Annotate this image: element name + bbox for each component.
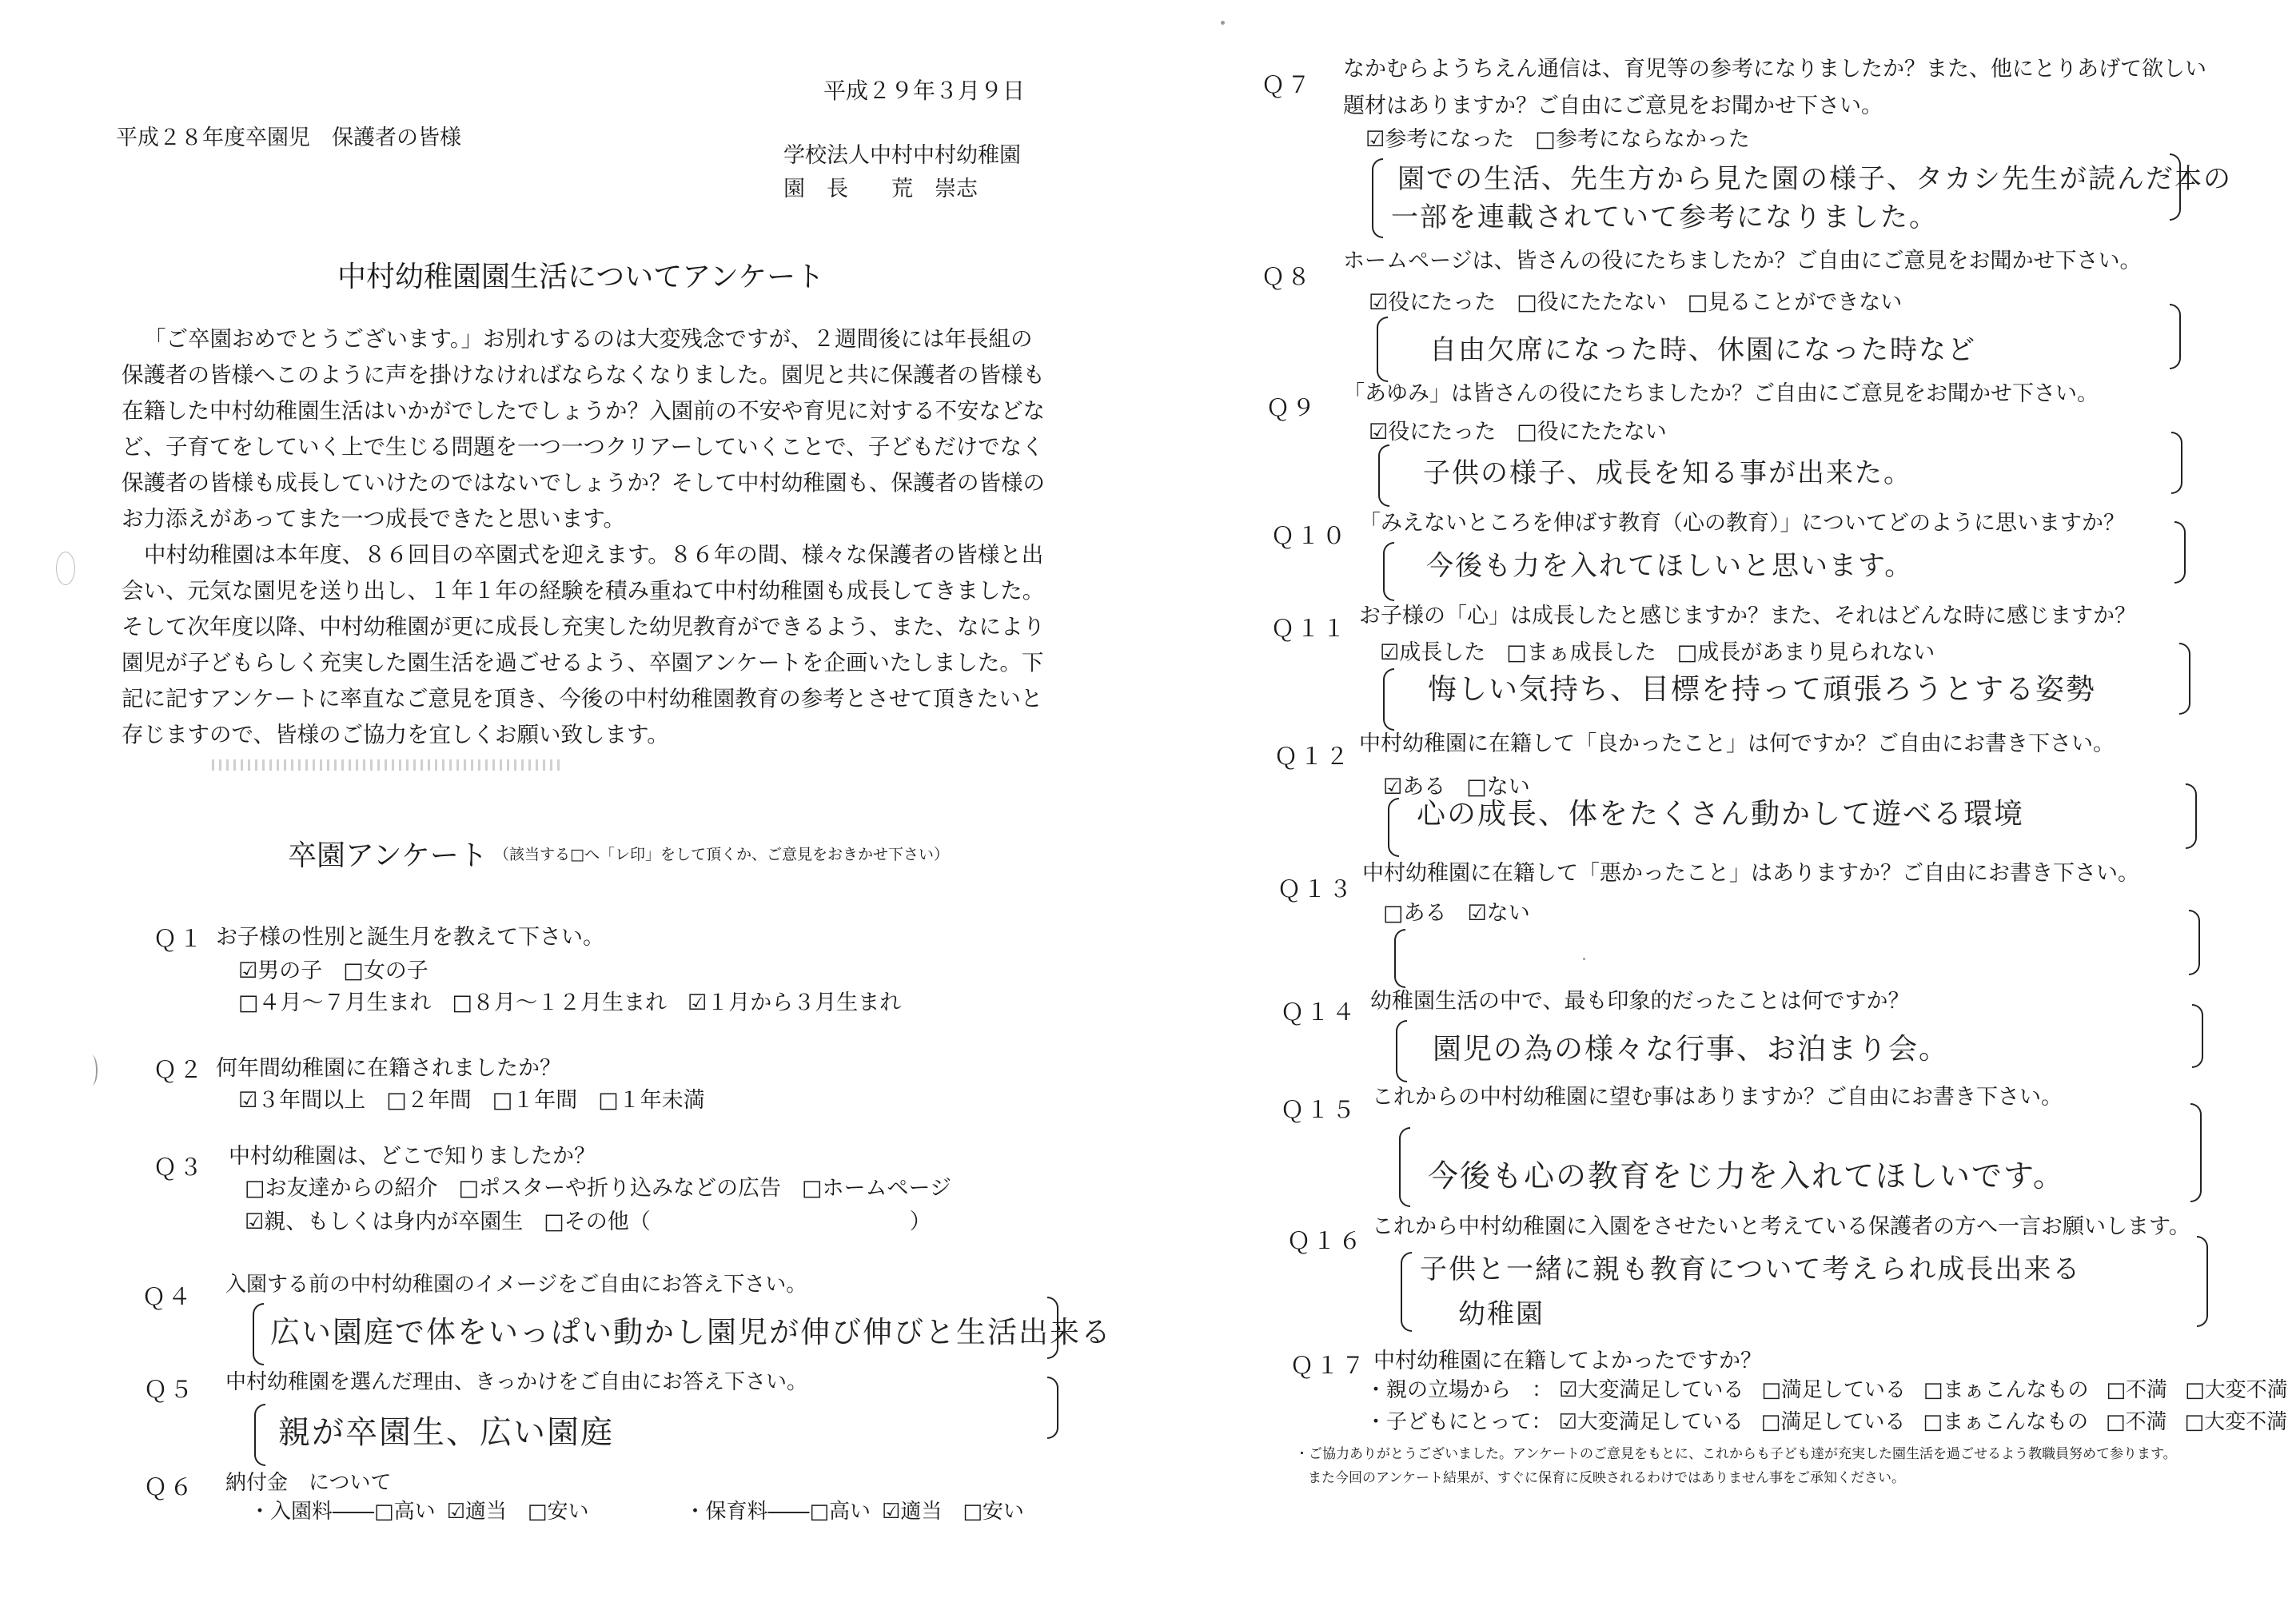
q3-option[interactable]: □その他（ ） xyxy=(544,1210,931,1234)
q10-answer-bracket-right xyxy=(2174,521,2186,584)
q3-option[interactable]: □ポスターや折り込みなどの広告 xyxy=(458,1176,782,1201)
q17-option[interactable]: ☑大変満足している xyxy=(1559,1378,1744,1402)
q4-text: 入園する前の中村幼稚園のイメージをご自由にお答え下さい。 xyxy=(225,1273,807,1297)
intro-paragraph-2: 中村幼稚園は本年度、８６回目の卒園式を迎えます。８６年の間、様々な保護者の皆様と出会い、元気な園児を送り出し、１年１年の経験を積み重ねて中村幼稚園も成長してきました。そして次年度以降、中村幼稚園が更に成長し充実した幼児教育ができるよう、また、なにより園児が子どもらしく充実した園生活を過ごせるよう、卒園アンケートを企画いたしました。下記に記すアンケートに率直なご意見を頂き、今後の中村幼稚園教育の参考とさせて頂きたいと存じますので、皆様のご協力を宜しくお願い致します。 xyxy=(122,542,1045,747)
q3-options-row1 xyxy=(245,1170,972,1202)
q9-text: 「あゆみ」は皆さんの役にたちましたか？ご自由にご意見をお聞かせ下さい。 xyxy=(1343,381,2099,406)
q17-option[interactable]: □満足している xyxy=(1760,1410,1906,1434)
q15-text: これからの中村幼稚園に望む事はありますか？ご自由にお書き下さい。 xyxy=(1372,1085,2063,1110)
q12-option[interactable]: ☑ある xyxy=(1383,775,1446,799)
scan-hole-mark xyxy=(86,1055,98,1086)
q12-option[interactable]: □ない xyxy=(1466,775,1530,799)
q17-child-label: ・子どもにとって： xyxy=(1365,1410,1553,1434)
q1-option[interactable]: ☑１月から３月生まれ xyxy=(688,990,902,1015)
q13-text: 中村幼稚園に在籍して「悪かったこと」はありますか？ご自由にお書き下さい。 xyxy=(1362,861,2139,886)
q9-answer-bracket-right xyxy=(2171,432,2182,494)
q1-options-gender xyxy=(238,953,449,984)
q6-option[interactable]: ☑適当 xyxy=(446,1500,507,1524)
q9-options xyxy=(1369,414,1688,445)
q17-option[interactable]: □まぁこんなもの xyxy=(1923,1410,2088,1434)
q12-answer-bracket-left xyxy=(1388,798,1399,857)
q11-number: Ｑ１１ xyxy=(1271,615,1349,642)
q6-text: 納付金 について xyxy=(225,1471,392,1495)
q9-answer-bracket-left xyxy=(1378,444,1389,507)
q9-option[interactable]: □役にたたない xyxy=(1517,420,1667,444)
q15-answer-bracket-left xyxy=(1399,1127,1410,1207)
q9-number: Ｑ９ xyxy=(1266,394,1318,421)
q1-number: Ｑ１ xyxy=(153,925,205,952)
q3-text: 中村幼稚園は、どこで知りましたか？ xyxy=(229,1144,596,1169)
q8-option[interactable]: □役にたたない xyxy=(1517,290,1667,315)
q11-answer-bracket-right xyxy=(2179,643,2190,715)
q8-options xyxy=(1369,285,1923,316)
q15-handwritten-answer[interactable]: 今後も心の教育をじ力を入れてほしいです。 xyxy=(1428,1158,2065,1194)
scan-speck xyxy=(1221,21,1225,25)
q17-option[interactable]: ☑大変満足している xyxy=(1558,1410,1744,1434)
q2-options xyxy=(238,1082,726,1114)
q17-parent-label: ・親の立場から ： xyxy=(1365,1378,1553,1402)
q6-option[interactable]: ・保育料――□高い xyxy=(684,1500,871,1524)
q14-answer-bracket-right xyxy=(2192,1004,2203,1068)
q7-text-line2: 題材はありますか？ご自由にご意見をお聞かせ下さい。 xyxy=(1343,94,1883,118)
q16-text: これから中村幼稚園に入園をさせたいと考えている保護者の方へ一言お願いします。 xyxy=(1372,1214,2190,1239)
q2-option[interactable]: □１年未満 xyxy=(598,1088,705,1113)
q1-option[interactable]: □女の子 xyxy=(343,958,429,983)
q7-handwritten-answer-line2[interactable]: 一部を連載されていて参考になりました。 xyxy=(1391,201,1938,233)
q16-answer-bracket-right xyxy=(2197,1236,2208,1327)
q7-options xyxy=(1365,122,1771,153)
q2-number: Ｑ２ xyxy=(153,1056,205,1083)
q11-option[interactable]: □まぁ成長した xyxy=(1506,640,1656,665)
q1-option[interactable]: □８月～１２月生まれ xyxy=(452,990,668,1015)
q16-handwritten-answer-line1[interactable]: 子供と一緒に親も教育について考えられ成長出来る xyxy=(1420,1253,2082,1285)
q17-option[interactable]: □不満 xyxy=(2106,1378,2168,1402)
q6-number: Ｑ６ xyxy=(144,1473,196,1500)
q11-option[interactable]: □成長があまり見られない xyxy=(1676,640,1935,665)
q2-option[interactable]: ☑３年間以上 xyxy=(238,1088,366,1113)
q13-number: Ｑ１３ xyxy=(1278,875,1355,903)
page-title: 中村幼稚園園生活についてアンケート xyxy=(337,261,825,293)
q17-option[interactable]: □満足している xyxy=(1761,1378,1906,1402)
q11-options xyxy=(1380,635,1955,666)
school-name: 学校法人中村中村幼稚園 xyxy=(783,143,1021,168)
q10-handwritten-answer[interactable]: 今後も力を入れてほしいと思います。 xyxy=(1426,550,1914,582)
q13-answer-bracket-left xyxy=(1394,929,1405,988)
q8-option[interactable]: ☑役にたった xyxy=(1369,290,1497,315)
director-name: 園 長 荒 崇志 xyxy=(783,177,978,201)
q3-option[interactable]: ☑親、もしくは身内が卒園生 xyxy=(245,1210,524,1234)
q17-option[interactable]: □大変不満 xyxy=(2184,1410,2288,1434)
q7-answer-bracket-left xyxy=(1372,158,1383,238)
q6-option[interactable]: ☑適当 xyxy=(882,1500,943,1524)
q11-text: お子様の「心」は成長したと感じますか？また、それはどんな時に感じますか？ xyxy=(1359,604,2136,628)
q7-text-line1: なかむらようちえん通信は、育児等の参考になりましたか？また、他にとりあげて欲しい xyxy=(1343,57,2206,82)
addressee: 平成２８年度卒園児 保護者の皆様 xyxy=(116,126,461,150)
q17-number: Ｑ１７ xyxy=(1290,1352,1368,1379)
footer-note-line2: また今回のアンケート結果が、すぐに保育に反映されるわけではありません事をご承知ください。 xyxy=(1308,1470,1905,1486)
scan-speck xyxy=(1583,958,1585,960)
q12-handwritten-answer[interactable]: 心の成長、体をたくさん動かして遊べる環境 xyxy=(1417,798,2025,831)
q7-option[interactable]: □参考にならなかった xyxy=(1535,127,1750,152)
q11-answer-bracket-left xyxy=(1383,668,1394,731)
q4-number: Ｑ４ xyxy=(142,1283,194,1310)
q9-handwritten-answer[interactable]: 子供の様子、成長を知る事が出来た。 xyxy=(1423,457,1912,489)
q16-answer-bracket-left xyxy=(1401,1252,1412,1332)
q14-text: 幼稚園生活の中で、最も印象的だったことは何ですか？ xyxy=(1370,989,1910,1014)
q7-number: Ｑ７ xyxy=(1262,71,1313,98)
q3-number: Ｑ３ xyxy=(153,1154,205,1181)
q5-handwritten-answer[interactable]: 親が卒園生、広い園庭 xyxy=(278,1414,614,1451)
q6-option[interactable]: □安い xyxy=(527,1500,589,1524)
q6-option[interactable]: □安い xyxy=(963,1500,1024,1524)
q1-text: お子様の性別と誕生月を教えて下さい。 xyxy=(216,925,604,950)
q8-answer-bracket-left xyxy=(1377,317,1388,382)
q5-answer-bracket-left xyxy=(254,1404,265,1466)
q11-handwritten-answer[interactable]: 悔しい気持ち、目標を持って頑張ろうとする姿勢 xyxy=(1428,673,2097,706)
q4-handwritten-answer[interactable]: 広い園庭で体をいっぱい動かし園児が伸び伸びと生活出来る xyxy=(270,1315,1112,1349)
q2-text: 何年間幼稚園に在籍されましたか？ xyxy=(216,1056,561,1081)
q14-number: Ｑ１４ xyxy=(1281,998,1358,1026)
q10-number: Ｑ１０ xyxy=(1271,522,1349,549)
q13-option[interactable]: □ある xyxy=(1383,901,1447,926)
q2-option[interactable]: □２年間 xyxy=(386,1088,472,1113)
q17-text: 中村幼稚園に在籍してよかったですか？ xyxy=(1373,1349,1762,1373)
date: 平成２９年３月９日 xyxy=(823,78,1026,104)
q6-option[interactable]: ・入園料――□高い xyxy=(249,1500,436,1524)
q1-option[interactable]: ☑男の子 xyxy=(238,958,323,983)
q4-answer-bracket-left xyxy=(253,1303,264,1365)
q4-answer-bracket-right xyxy=(1047,1297,1058,1359)
q12-text: 中村幼稚園に在籍して「良かったこと」は何ですか？ご自由にお書き下さい。 xyxy=(1359,731,2115,756)
q2-option[interactable]: □１年間 xyxy=(492,1088,578,1113)
q8-handwritten-answer[interactable]: 自由欠席になった時、休園になった時など xyxy=(1429,334,1976,366)
q8-option[interactable]: □見ることができない xyxy=(1687,290,1903,315)
q14-answer-bracket-left xyxy=(1396,1020,1407,1082)
survey-heading: 卒園アンケート xyxy=(288,839,488,872)
q8-number: Ｑ８ xyxy=(1262,263,1313,290)
footer-note-line1: ・ご協力ありがとうございました。アンケートのご意見をもとに、これからも子ども達が充実した園生活を過ごせるよう教職員努めて参ります。 xyxy=(1295,1446,2177,1462)
q6-options xyxy=(249,1495,1045,1524)
q1-option[interactable]: □４月～７月生まれ xyxy=(238,990,432,1015)
q7-answer-bracket-right xyxy=(2170,153,2181,221)
q13-options xyxy=(1383,895,1551,927)
q8-text: ホームページは、皆さんの役にたちましたか？ご自由にご意見をお聞かせ下さい。 xyxy=(1343,249,2142,273)
q16-number: Ｑ１６ xyxy=(1287,1227,1365,1254)
q17-option[interactable]: □不満 xyxy=(2105,1410,2167,1434)
q12-answer-bracket-right xyxy=(2186,783,2197,849)
q7-option[interactable]: ☑参考になった xyxy=(1365,127,1515,152)
q13-option[interactable]: ☑ない xyxy=(1467,901,1530,926)
q14-handwritten-answer[interactable]: 園児の為の様々な行事、お泊まり会。 xyxy=(1433,1033,1950,1066)
q15-answer-bracket-right xyxy=(2190,1103,2202,1202)
q5-answer-bracket-right xyxy=(1047,1377,1058,1439)
intro-paragraph-1: 「ご卒園おめでとうございます。」お別れするのは大変残念ですが、２週間後には年長組の保護者の皆様へこのように声を掛けなければならなくなりました。園児と共に保護者の皆様も在籍した中村幼稚園生活はいかがでしたでしょうか？入園前の不安や育児に対する不安などなど、子育てをしていく上で生じる問題を一つ一つクリアーしていくことで、子どもだけでなく保護者の皆様も成長していけたのではないでしょうか？そして中村幼稚園も、保護者の皆様のお力添えがあってまた一つ成長できたと思います。 xyxy=(122,326,1045,532)
q13-answer-bracket-right xyxy=(2189,910,2200,975)
q12-number: Ｑ１２ xyxy=(1274,743,1352,770)
q1-options-month xyxy=(238,985,922,1016)
q17-option[interactable]: □まぁこんなもの xyxy=(1923,1378,2089,1402)
survey-note: （該当する□へ「レ印」をして頂くか、ご意見をおきかせ下さい） xyxy=(494,846,949,863)
q17-option[interactable]: □大変不満 xyxy=(2185,1378,2288,1402)
scan-hole-mark xyxy=(56,552,75,585)
q8-answer-bracket-right xyxy=(2170,304,2181,369)
q16-handwritten-answer-line2[interactable]: 幼稚園 xyxy=(1458,1298,1545,1330)
q17-parent-row xyxy=(1365,1373,2288,1403)
q5-text: 中村幼稚園を選んだ理由、きっかけをご自由にお答え下さい。 xyxy=(225,1370,808,1394)
q7-handwritten-answer-line1[interactable]: 園での生活、先生方から見た園の様子、タカシ先生が読んだ本の xyxy=(1397,163,2232,195)
q3-options-row2 xyxy=(245,1204,952,1235)
q3-option[interactable]: □お友達からの紹介 xyxy=(245,1176,438,1201)
q10-answer-bracket-left xyxy=(1383,542,1394,601)
q9-option[interactable]: ☑役にたった xyxy=(1369,420,1497,444)
q3-option[interactable]: □ホームページ xyxy=(802,1176,952,1201)
q5-number: Ｑ５ xyxy=(144,1376,196,1403)
q11-option[interactable]: ☑成長した xyxy=(1380,640,1486,665)
scan-smudge xyxy=(212,759,564,771)
q17-child-row xyxy=(1365,1405,2287,1435)
q10-text: 「みえないところを伸ばす教育（心の教育）」についてどのように思いますか？ xyxy=(1359,511,2125,536)
q15-number: Ｑ１５ xyxy=(1281,1096,1358,1123)
